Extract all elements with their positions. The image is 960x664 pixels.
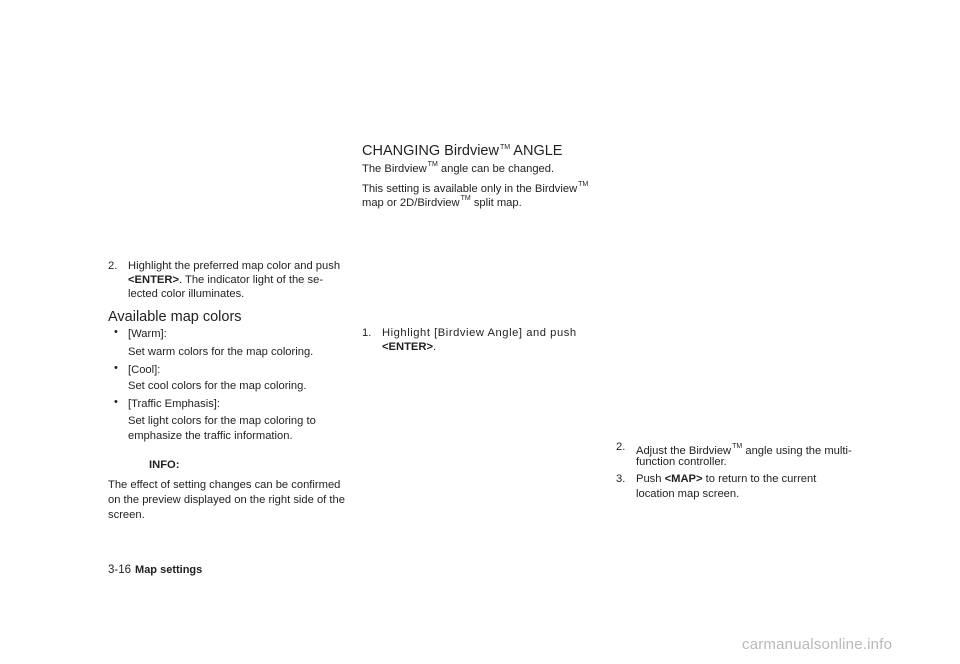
- bullet-traffic-label: [Traffic Emphasis]:: [128, 398, 221, 410]
- bullet-warm-label: [Warm]:: [128, 328, 167, 340]
- step2-number: 2.: [108, 260, 118, 272]
- birdview-intro: The Birdview™ angle can be changed.: [362, 161, 555, 175]
- step1-line2: <ENTER>.: [382, 341, 437, 353]
- step1-line1: Highlight [Birdview Angle] and push: [382, 327, 577, 339]
- bullet-cool-desc: Set cool colors for the map coloring.: [128, 380, 307, 392]
- section-heading: Available map colors: [108, 309, 242, 325]
- watermark: carmanualsonline.info: [742, 636, 893, 653]
- birdview-heading: CHANGING Birdview™ ANGLE: [362, 143, 563, 159]
- enter-key-label: <ENTER>: [382, 341, 433, 353]
- info-line2: on the preview displayed on the right side of the: [108, 494, 345, 506]
- step3-number: 3.: [616, 473, 626, 485]
- step2-line2: <ENTER>. The indicator light of the se-: [128, 274, 324, 286]
- step1-number: 1.: [362, 327, 372, 339]
- map-key-label: <MAP>: [664, 473, 703, 485]
- footer-section-title: Map settings: [135, 564, 203, 576]
- bullet-warm-desc: Set warm colors for the map coloring.: [128, 346, 314, 358]
- step2-right-line2: function controller.: [636, 456, 727, 468]
- bullet-icon: •: [114, 326, 118, 338]
- page-footer: [108, 560, 202, 578]
- step2-number-right: 2.: [616, 441, 626, 453]
- step2-line3: lected color illuminates.: [128, 288, 245, 300]
- info-label: INFO:: [149, 459, 180, 471]
- step3-line1: Push <MAP> to return to the current: [636, 473, 817, 485]
- enter-key-label: <ENTER>: [128, 274, 179, 286]
- birdview-availability-line1: This setting is available only in the Birdview™: [362, 181, 589, 195]
- step2-line1: Highlight the preferred map color and push: [128, 260, 341, 272]
- birdview-availability-line2: map or 2D/Birdview™ split map.: [362, 195, 522, 209]
- info-line3: screen.: [108, 509, 145, 521]
- step3-line2: location map screen.: [636, 488, 740, 500]
- page-number: 3-16: [108, 564, 132, 576]
- bullet-traffic-desc-line1: Set light colors for the map coloring to: [128, 415, 316, 427]
- bullet-traffic-desc-line2: emphasize the traffic information.: [128, 430, 293, 442]
- info-line1: The effect of setting changes can be confirmed: [108, 479, 341, 491]
- bullet-icon: •: [114, 396, 118, 408]
- bullet-icon: •: [114, 362, 118, 374]
- step2-right-line1: Adjust the Birdview™ angle using the multi-: [636, 443, 852, 457]
- bullet-cool-label: [Cool]:: [128, 364, 161, 376]
